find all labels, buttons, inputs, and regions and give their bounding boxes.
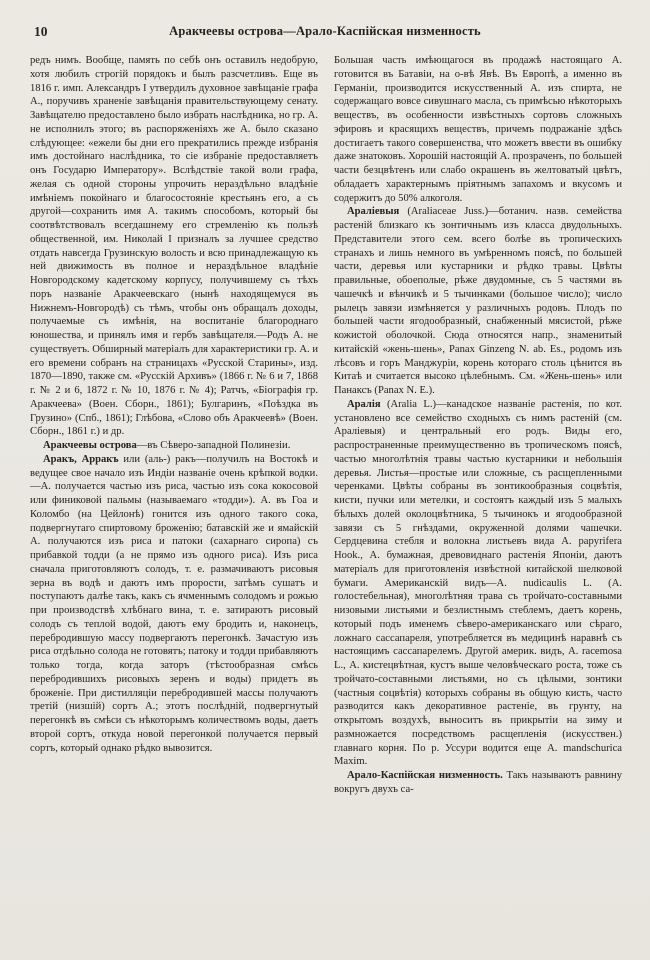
paragraph-continuation [334, 54, 622, 205]
entry-lead: Арало-Каспійская низменность. [347, 770, 503, 781]
paragraph-entry [334, 769, 622, 797]
page-number: 10 [34, 24, 48, 39]
running-title: Аракчеевы острова—Арало-Каспійская низменность [169, 24, 481, 38]
paragraph-entry [334, 398, 622, 769]
page-header [30, 24, 620, 42]
entry-lead: Аракчеевы острова [43, 440, 137, 451]
paragraph-entry [30, 439, 318, 453]
paragraph-entry [334, 205, 622, 398]
paragraph-text: —въ Сѣверо-западной Полинезіи. [136, 440, 291, 451]
paragraph-text: (Araliaceae Juss.)—ботанич. назв. семейства растеній близкаго къ зонтичнымъ изъ класса двудольныхъ. Представители этого сем. всего болѣе въ тропическихъ странахъ и лишь немного въ умѣренномъ поясѣ, по большей части, деревья или кустарники и рѣдко травы. Цвѣты правильные, обоеполые, рѣже двудомные, съ 5 частями въ чашечкѣ и вѣнчикѣ и 5 тычинками (большое число); число рылецъ завязи измѣняется у различныхъ родовъ. Плодъ по большей части ягодообразный, снабженный мясистой, рѣже кожистой оболочкой. Сюда относятся напр., знаменитый китайскій «жень-шень», Panax Ginzeng N. ab. Es., родомъ изъ лѣсовъ и горъ Манджуріи, корень котораго столь цѣнится въ Китаѣ и считается высоко цѣлебнымъ. См. «Жень-шень» или Панаксъ (Panax N. E.). [334, 206, 622, 396]
right-column [334, 54, 622, 950]
paragraph-text: Такъ называютъ равнину вокругъ двухъ са- [334, 770, 622, 795]
entry-lead: Араліевыя [347, 206, 400, 218]
paragraph-text: или (аль-) ракъ—получилъ на Востокѣ и ведущее свое начало изъ Индіи названіе очень крѣпкой водки.—А. получается частью изъ риса, частью изъ сока кокосовой или финиковой пальмы (называемаго «тодди»). А. въ Гоа и Коломбо (на Цейлонѣ) гонится изъ одного такого сока, подвергнутаго спиртовому броженію; батавскій же и ямайскій А. получаются изъ риса и патоки (сахарнаго сиропа) съ прибавкой тодди (а не прямо изъ одного риса). Изъ риса сначала приготовляютъ солодъ, т. е. размачиваютъ рисовыя зерна въ водѣ и даютъ имъ прорости, затѣмъ сушатъ и поступаютъ далѣе такъ, какъ съ ячменнымъ солодомъ и рожью при производствѣ хлѣбнаго вина, т. е. затираютъ рисовый солодъ съ теплой водой, даютъ ему бродить и, наконецъ, перебродившую массу подвергаютъ перегонкѣ. Зачастую изъ риса отдѣльно солода не готовятъ; патоку и тодди прибавляютъ только тогда, когда заторъ (тѣстообразная смѣсь перебродившихъ рисовыхъ зеренъ и воды) придетъ въ броженіе. При дистилляціи перебродившей массы получаютъ третій (низшій) сортъ А.; этотъ послѣдній, подвергнутый перегонкѣ въ смѣси съ нѣкоторымъ количествомъ воды, даетъ второй сортъ, откуда новой перегонкой получается первый сортъ, который однако рѣдко вывозится. [30, 453, 318, 754]
paragraph-text: (Aralia L.)—канадское названіе растенія, по кот. установлено все семейство сходныхъ съ нимъ растеній (см. Араліевыя) и центральный его родъ. Виды его, распространенные преимущественно въ тропическомъ поясѣ, частью многолѣтнія травы частью кустарники и небольшія деревья. Листья—простые или сложные, съ расщепленными черенками. Цвѣты собраны въ зонтикообразныя соцвѣтія, кисти, пучки или метелки, и состоятъ каждый изъ 5 малыхъ бѣлыхъ долей околоцвѣтника, 5 тычинокъ и ягодообразной завязи съ 5 гнѣздами, окруженной долями чашечки. Сердцевина стебля и волокна листьевъ вида A. papyrifera Hook., А. бумажная, древовиднаго растенія Японіи, даютъ матеріалъ для приготовленія извѣстной китайской шелковой бумаги. Американскій видъ—A. nudicaulis L. (А. голостебельная), многолѣтняя трава съ тройчато-составными низовыми листьями и безлистнымъ стеблемъ, даетъ корень, который подъ именемъ сѣверо-американскаго или сѣраго, ложнаго сассапареля, употребляется въ медицинѣ наравнѣ съ настоящимъ сассапарелемъ. Другой америк. видъ, A. racemosa L., А. кистецвѣтная, кустъ выше человѣческаго роста, тоже съ тройчато-составными листьями, но съ цѣлыми, зонтики (частныя соцвѣтія) которыхъ собраны въ общую кисть, часто разводится какъ декоративное растеніе, въ грунту, на открытомъ воздухѣ, выноситъ въ прикрытіи на зиму и размножается посредствомъ расщепленія (искусствен.) главнаго корня. По р. Уссури водится еще A. mandschurica Maxim. [334, 398, 622, 768]
paragraph-continuation [30, 54, 318, 439]
text-columns [30, 54, 622, 950]
entry-lead: Аракъ, Арракъ [43, 453, 119, 465]
left-column [30, 54, 318, 950]
paragraph-text: редъ нимъ. Вообще, память по себѣ онъ оставилъ недобрую, хотя любилъ строгій порядокъ и былъ разсчетливъ. Еще въ 1816 г. имп. Александръ I утвердилъ духовное завѣщаніе графа А., поручивъ храненіе завѣщанія правительствующему сенату. Завѣщателю предоставлено было избрать наслѣдника, но гр. А. не исполнилъ этого; въ распоряженіяхъ же А. было сказано слѣдующее: «ежели бы дни его прекратились прежде избранія имъ достойнаго наслѣдника, то сіе избраніе предоставляетъ онъ Государю Императору». Вслѣдствіе такой воли графа, желая съ одной стороны упрочить нераздѣльно владѣніе имѣніемъ покойнаго и благосостояніе крестьянъ его, а съ другой—сохранить имя А. такимъ способомъ, который бы соотвѣтствовалъ всегдашнему его стремленію къ пользѣ общественной, им. Николай I призналъ за лучшее средство отдать навсегда Грузинскую волость и всю принадлежащую къ ней движимость въ полное и нераздѣльное владѣніе Новгородскому кадетскому корпусу, получившему съ тѣхъ поръ названіе Аракчеевскаго (нынѣ находящемуся въ Нижнемъ-Новгородѣ) съ тѣмъ, чтобы онъ обращалъ доходы, получаемые съ имѣнія, на воспитаніе благороднаго юношества, и принялъ имя и гербъ завѣщателя.—Родъ А. не существуетъ. Обширный матеріалъ для характеристики гр. А. и его времени собранъ на страницахъ «Русской Старины», изд. 1870—1890, также см. «Русскій Архивъ» (1866 г. № 6 и 7, 1868 г. № 2 и 6, 1872 г. № 10, 1876 г. № 4); Ратчъ, «Біографія гр. Аракчеева» (Воен. Сборн., 1861); Булгаринъ, «Поѣздка въ Грузино» (Спб., 1861); Глѣбова, «Слово объ Аракчеевѣ» (Воен. Сборн., 1861 г.) и др. [30, 55, 318, 438]
paragraph-entry [30, 453, 318, 756]
paragraph-text: Большая часть имѣющагося въ продажѣ настоящаго А. готовится въ Батавіи, на о-вѣ Явѣ. Въ Европѣ, а именно въ Германіи, производится искусственный А. изъ спирта, не содержащаго вовсе сивушнаго масла, съ примѣсью нѣкоторыхъ веществъ, въ особенности извѣстныхъ сортовъ сложныхъ эфировъ и красящихъ веществъ, причемъ подражаніе здѣсь достигаетъ такого совершенства, что можетъ ввести въ ошибку даже знатоковъ. Хорошій настоящій А. прозраченъ, по большей части безцвѣтенъ или слабо окрашенъ въ желтоватый цвѣтъ, обладаетъ характернымъ пріятнымъ запахомъ и вкусомъ и содержитъ до 50% алкоголя. [334, 55, 622, 204]
entry-lead: Аралія [347, 398, 381, 410]
